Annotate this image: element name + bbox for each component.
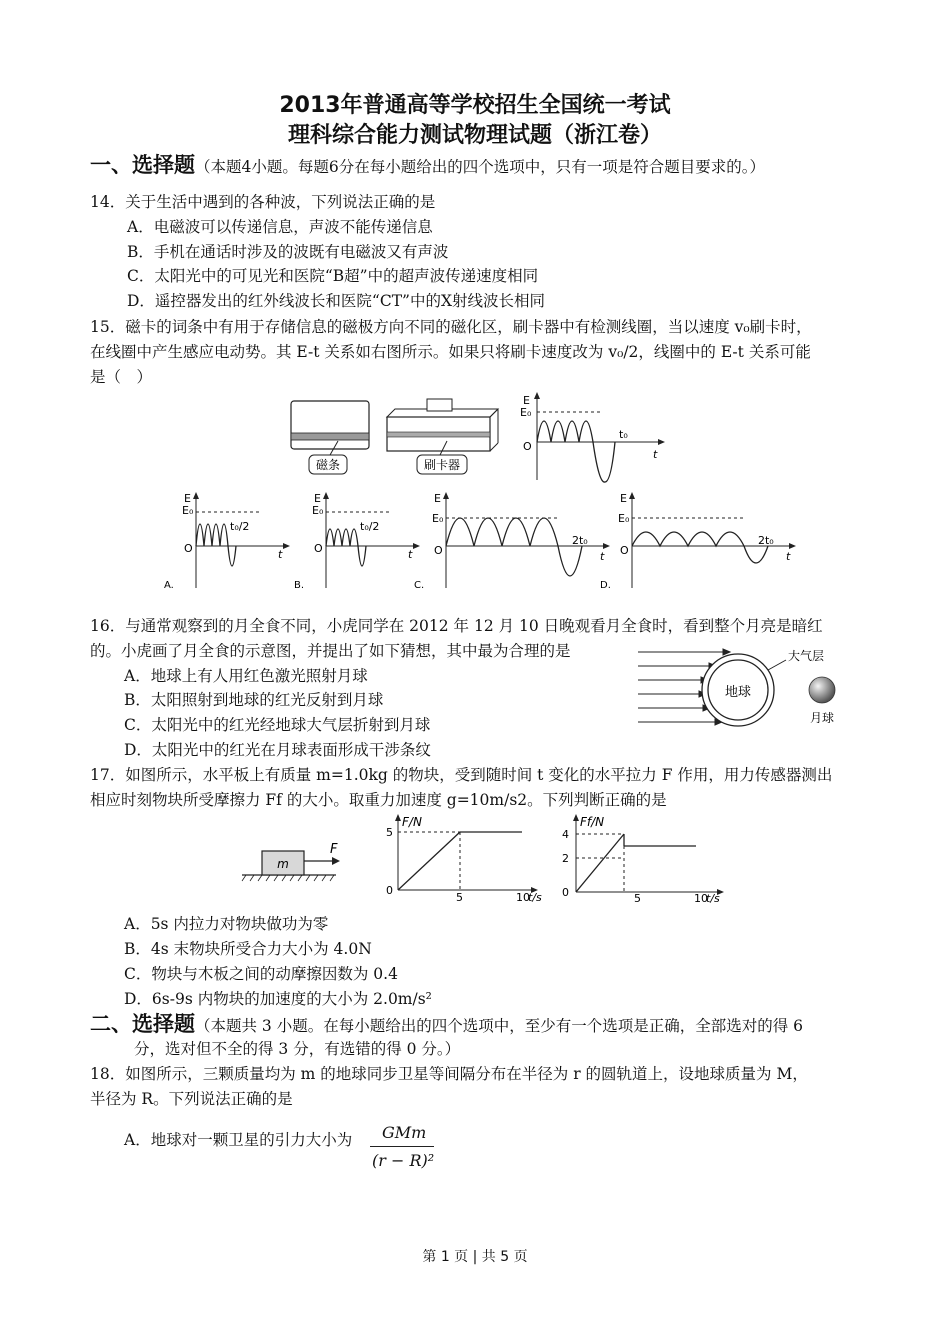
moon-label: 月球: [809, 711, 835, 725]
option-d-label: D.: [600, 580, 611, 591]
svg-text:t: t: [653, 448, 658, 461]
q17-option-b: B．4s 末物块所受合力大小为 4.0N: [124, 940, 372, 958]
svg-text:t: t: [786, 550, 791, 563]
section-2-note-1: （本题共 3 小题。在每小题给出的四个选项中，至少有一个选项是正确，全部选对的得 6: [195, 1017, 804, 1035]
et-graph-option-b: [290, 490, 420, 590]
q17-option-c: C．物块与木板之间的动摩擦因数为 0.4: [124, 965, 398, 983]
q14-option-c: C．太阳光中的可见光和医院“B超”中的超声波传递速度相同: [127, 267, 539, 285]
svg-text:2t₀: 2t₀: [758, 534, 774, 547]
section-2-heading: 二、选择题: [90, 1012, 195, 1036]
section-1-header: [90, 154, 765, 178]
svg-text:10: 10: [694, 892, 708, 905]
title-line-1: 2013年普通高等学校招生全国统一考试: [279, 93, 671, 118]
fraction-numerator: GMm: [382, 1123, 427, 1142]
svg-text:Ff/N: Ff/N: [580, 815, 605, 829]
q17-option-d: D．6s-9s 内物块的加速度的大小为 2.0m/s²: [124, 990, 432, 1008]
svg-text:E₀: E₀: [182, 504, 194, 517]
svg-text:2t₀: 2t₀: [572, 534, 588, 547]
q15-line-1: 15．磁卡的词条中有用于存储信息的磁极方向不同的磁化区，刷卡器中有检测线圈，当以速度 v₀刷卡时，: [90, 318, 812, 336]
svg-text:E₀: E₀: [432, 512, 444, 525]
magnetic-stripe: [291, 433, 369, 440]
svg-text:O: O: [434, 544, 443, 557]
svg-text:t/s: t/s: [706, 892, 720, 905]
card-reader-figure: [285, 395, 505, 480]
friction-time-graph: [554, 812, 726, 904]
q15-line-3: 是（ ）: [90, 368, 153, 386]
title-line-2: 理科综合能力测试物理试题（浙江卷）: [287, 123, 662, 148]
svg-text:E: E: [434, 492, 441, 505]
q14-option-b: B．手机在通话时涉及的波既有电磁波又有声波: [127, 243, 449, 261]
svg-text:t: t: [278, 548, 283, 561]
reader-label: 刷卡器: [423, 458, 461, 472]
et-graph-option-c: [410, 490, 610, 590]
card-label: 磁条: [315, 458, 341, 472]
et-graph-main: [515, 390, 665, 482]
svg-text:E₀: E₀: [312, 504, 324, 517]
et-graph-option-d: [596, 490, 796, 590]
svg-text:E: E: [314, 492, 321, 505]
svg-text:5: 5: [386, 826, 393, 839]
q18-line-1: 18．如图所示，三颗质量均为 m 的地球同步卫星等间隔分布在半径为 r 的圆轨道上，设地球质量为 M，: [90, 1065, 808, 1083]
svg-text:E: E: [523, 394, 530, 407]
option-b-label: B.: [294, 580, 305, 591]
svg-text:E₀: E₀: [618, 512, 630, 525]
atmosphere-label: 大气层: [788, 649, 825, 663]
svg-text:E: E: [620, 492, 627, 505]
earth-label: 地球: [724, 685, 752, 700]
svg-text:t₀/2: t₀/2: [360, 520, 380, 533]
svg-text:O: O: [620, 544, 629, 557]
fraction-bar: [370, 1146, 434, 1147]
q16-line-2: 的。小虎画了月全食的示意图，并提出了如下猜想，其中最为合理的是: [90, 642, 571, 660]
q14-option-d: D．遥控器发出的红外线波长和医院“CT”中的X射线波长相同: [127, 292, 546, 310]
svg-text:E₀: E₀: [520, 406, 532, 419]
section-1-note: （本题4小题。每题6分在每小题给出的四个选项中，只有一项是符合题目要求的。）: [195, 158, 765, 176]
q16-option-c: C．太阳光中的红光经地球大气层折射到月球: [124, 716, 431, 734]
svg-text:4: 4: [562, 828, 569, 841]
svg-text:t: t: [600, 550, 605, 563]
svg-text:5: 5: [634, 892, 641, 905]
q15-line-2: 在线圈中产生感应电动势。其 E-t 关系如右图所示。如果只将刷卡速度改为 v₀/2，线圈中的 E-t 关系可能: [90, 343, 811, 361]
svg-text:t: t: [408, 548, 413, 561]
force-time-graph: [378, 812, 542, 904]
fraction-denominator: (r − R)²: [372, 1151, 435, 1170]
svg-text:E: E: [184, 492, 191, 505]
force-label: F: [330, 842, 338, 857]
svg-text:t₀: t₀: [619, 428, 628, 441]
q17-line-2: 相应时刻物块所受摩擦力 Ff 的大小。取重力加速度 g=10m/s2。下列判断正确的是: [90, 791, 667, 809]
svg-text:O: O: [523, 440, 532, 453]
q18-line-2: 半径为 R。下列说法正确的是: [90, 1090, 293, 1108]
q16-option-a: A．地球上有人用红色激光照射月球: [124, 667, 368, 685]
svg-text:O: O: [314, 542, 323, 555]
block-label: m: [277, 857, 289, 871]
svg-text:5: 5: [456, 891, 463, 904]
svg-text:0: 0: [562, 886, 569, 899]
q16-option-b: B．太阳照射到地球的红光反射到月球: [124, 691, 384, 709]
option-a-label: A.: [164, 580, 174, 591]
magnetic-card: [291, 401, 369, 449]
q16-line-1: 16．与通常观察到的月全食不同，小虎同学在 2012 年 12 月 10 日晚观看月全食时，看到整个月亮是暗红: [90, 617, 823, 635]
moon: [809, 677, 835, 703]
svg-text:2: 2: [562, 852, 569, 865]
et-graph-option-a: [160, 490, 290, 590]
q18-option-a: A．地球对一颗卫星的引力大小为: [124, 1131, 353, 1149]
section-2-header: [90, 1013, 803, 1037]
svg-text:t/s: t/s: [528, 891, 542, 904]
page-footer: 第 1 页 | 共 5 页: [422, 1249, 528, 1265]
svg-text:10: 10: [516, 891, 530, 904]
q17-line-1: 17．如图所示，水平板上有质量 m=1.0kg 的物块，受到随时间 t 变化的水平拉力 F 作用，用力传感器测出: [90, 766, 833, 784]
svg-text:F/N: F/N: [402, 815, 422, 829]
section-2-note-2: 分，选对但不全的得 3 分，有选错的得 0 分。）: [134, 1040, 461, 1058]
q16-option-d: D．太阳光中的红光在月球表面形成干涉条纹: [124, 741, 431, 759]
eclipse-figure: [636, 642, 858, 732]
svg-text:t₀/2: t₀/2: [230, 520, 250, 533]
section-1-heading: 一、选择题: [90, 153, 195, 177]
svg-text:0: 0: [386, 884, 393, 897]
block-figure: [240, 835, 350, 883]
q14-option-a: A．电磁波可以传递信息，声波不能传递信息: [127, 218, 433, 236]
q14-stem: 14．关于生活中遇到的各种波，下列说法正确的是: [90, 193, 436, 211]
q17-option-a: A．5s 内拉力对物块做功为零: [124, 915, 329, 933]
option-c-label: C.: [414, 580, 425, 591]
svg-text:O: O: [184, 542, 193, 555]
